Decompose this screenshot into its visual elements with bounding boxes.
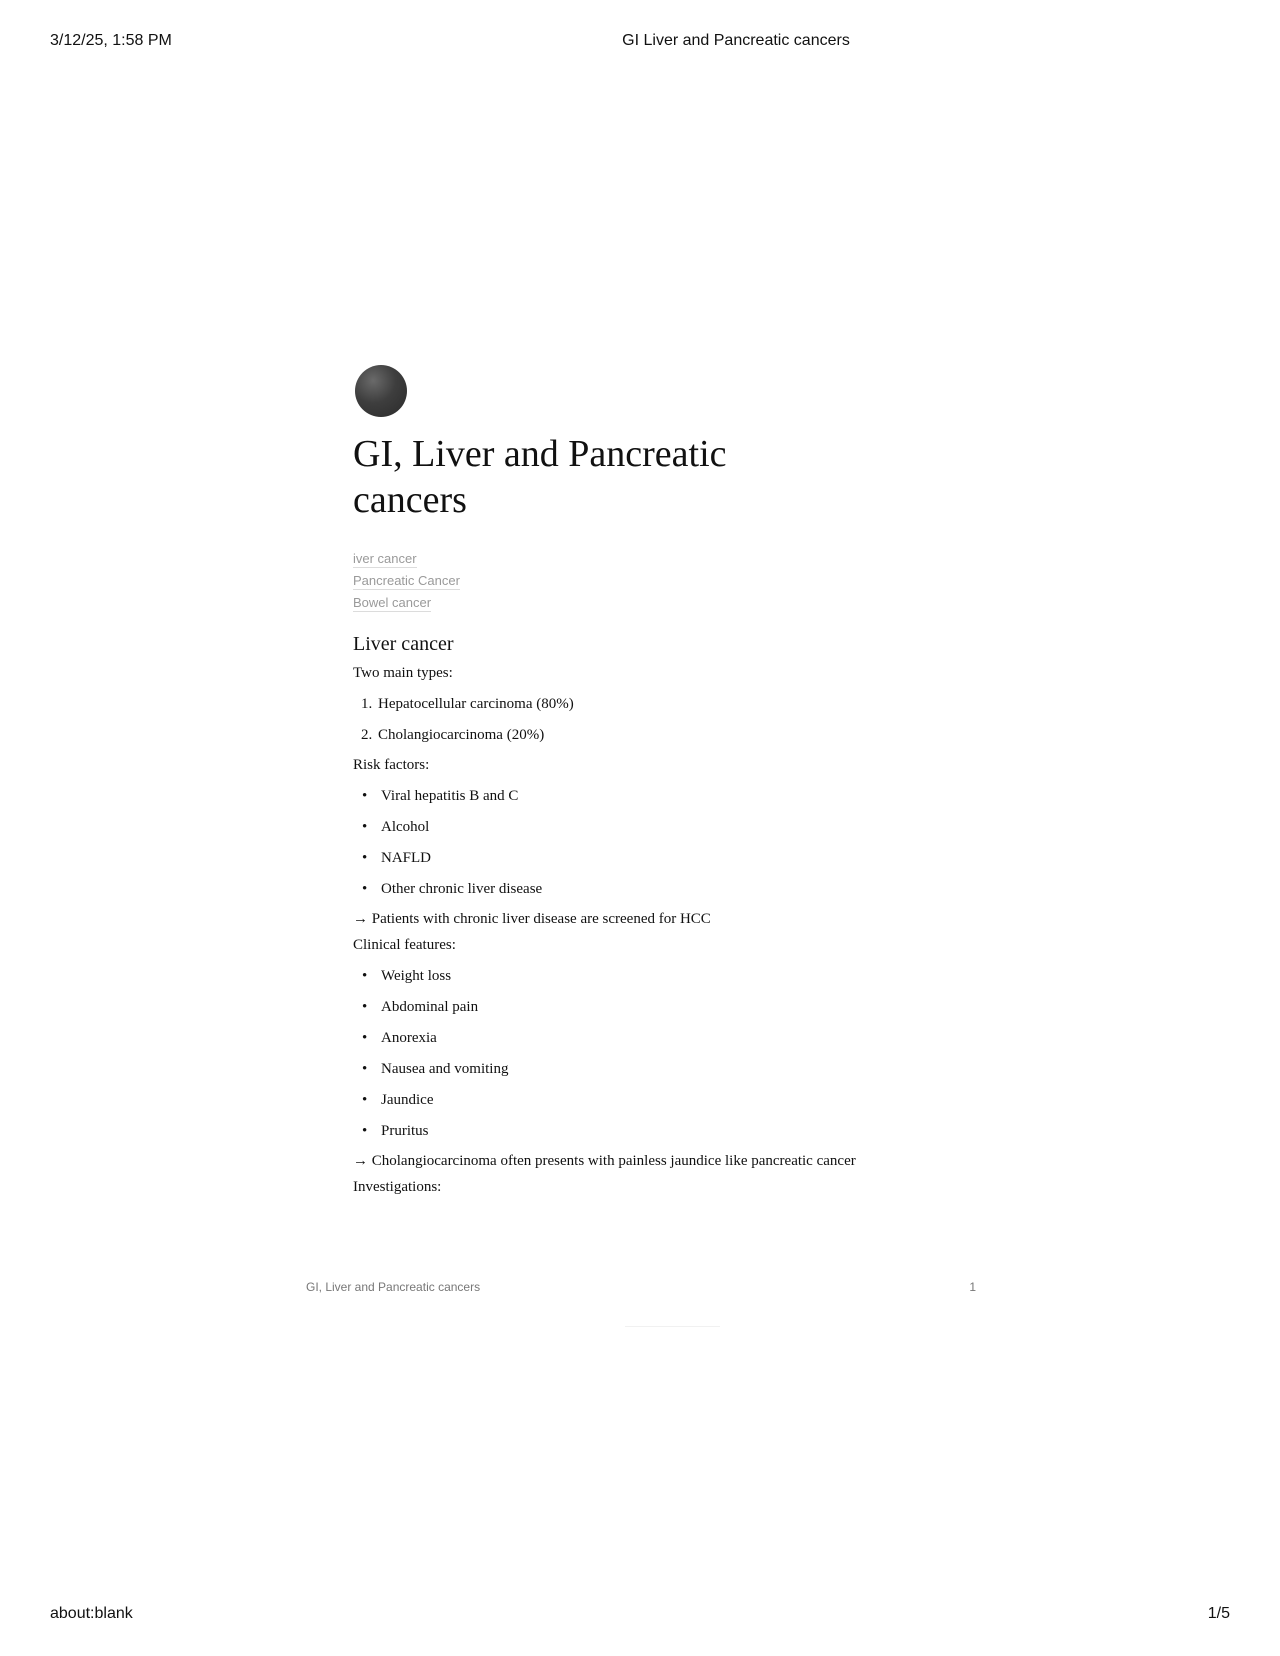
risk-factors-list	[353, 786, 973, 899]
toc-link-liver-cancer[interactable]: iver cancer	[353, 551, 417, 566]
list-item	[353, 879, 973, 899]
bullet-icon: •	[362, 1030, 368, 1046]
bullet-icon: •	[362, 850, 368, 866]
cholangio-note: → Cholangiocarcinoma often presents with painless jaundice like pancreatic cancer	[353, 1153, 856, 1169]
table-of-contents	[353, 551, 973, 612]
print-title: GI Liver and Pancreatic cancers	[622, 32, 850, 49]
print-page-count: 1/5	[1207, 1605, 1230, 1622]
print-url: about:blank	[50, 1605, 133, 1622]
bullet-icon: •	[362, 968, 368, 984]
bullet-icon: •	[362, 788, 368, 804]
list-item	[353, 1090, 973, 1110]
toc-link-bowel-cancer[interactable]: Bowel cancer	[353, 595, 432, 610]
list-item-text: Cholangiocarcinoma (20%)	[378, 727, 545, 743]
faint-divider	[625, 1326, 720, 1327]
page-footer-number: 1	[969, 1280, 976, 1294]
bullet-icon: •	[362, 1061, 368, 1077]
list-item	[353, 725, 973, 745]
list-item-text: Abdominal pain	[381, 999, 479, 1015]
list-item	[353, 786, 973, 806]
bullet-icon: •	[362, 1123, 368, 1139]
screening-note: → Patients with chronic liver disease are screened for HCC	[353, 911, 711, 927]
page-icon	[355, 365, 407, 417]
types-intro: Two main types:	[353, 665, 453, 681]
list-item-text: Weight loss	[381, 968, 452, 984]
list-number: 2.	[361, 727, 373, 743]
bullet-icon: •	[362, 881, 368, 897]
bullet-icon: •	[362, 819, 368, 835]
bullet-icon: •	[362, 999, 368, 1015]
list-item-text: Pruritus	[381, 1123, 429, 1139]
list-item	[353, 1059, 973, 1079]
list-item-text: Viral hepatitis B and C	[381, 788, 519, 804]
features-intro: Clinical features:	[353, 937, 456, 953]
types-list	[353, 694, 973, 745]
list-item-text: Hepatocellular carcinoma (80%)	[378, 696, 574, 712]
list-item	[353, 848, 973, 868]
list-item	[353, 1121, 973, 1141]
list-item	[353, 966, 973, 986]
list-item-text: Jaundice	[381, 1092, 434, 1108]
list-item	[353, 1028, 973, 1048]
document-body	[353, 365, 973, 1197]
list-item-text: Other chronic liver disease	[381, 881, 543, 897]
list-number: 1.	[361, 696, 373, 712]
page-title: GI, Liver and Pancreatic cancers	[353, 433, 727, 521]
list-item	[353, 817, 973, 837]
list-item-text: Alcohol	[381, 819, 430, 835]
toc-link-pancreatic-cancer[interactable]: Pancreatic Cancer	[353, 573, 460, 588]
clinical-features-list	[353, 966, 973, 1141]
list-item-text: Anorexia	[381, 1030, 437, 1046]
page-footer	[306, 1280, 976, 1294]
list-item-text: Nausea and vomiting	[381, 1061, 509, 1077]
print-date: 3/12/25, 1:58 PM	[50, 32, 172, 49]
investigations-intro: Investigations:	[353, 1179, 442, 1195]
list-item-text: NAFLD	[381, 850, 432, 866]
list-item	[353, 997, 973, 1017]
risk-intro: Risk factors:	[353, 757, 430, 773]
page-footer-title: GI, Liver and Pancreatic cancers	[306, 1280, 481, 1294]
list-item	[353, 694, 973, 714]
bullet-icon: •	[362, 1092, 368, 1108]
section-heading-liver-cancer: Liver cancer	[353, 633, 454, 655]
